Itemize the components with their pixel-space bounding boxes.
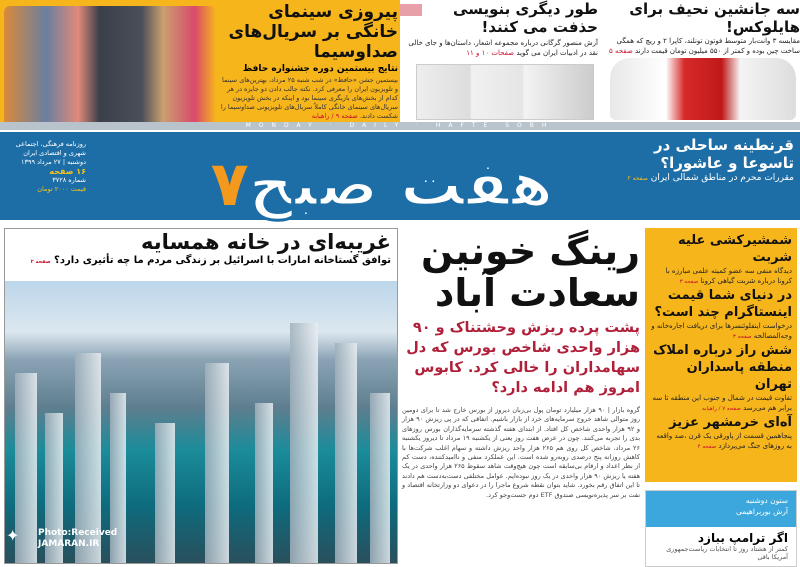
tower (205, 363, 229, 563)
logo-text: هفت صبح (248, 147, 554, 220)
cinema-teaser[interactable] (0, 0, 400, 122)
side-item[interactable] (650, 287, 792, 342)
jamaran-logo-icon: ✦ (6, 526, 20, 545)
uae-story[interactable] (4, 228, 398, 564)
dubai-skyline-photo (5, 281, 397, 563)
column-label: ستون دوشنبه (745, 496, 788, 505)
cinema-body-wrap (218, 76, 398, 121)
side-item-title: آه‌ای خرمشهر عزیز (669, 415, 792, 430)
info-line: شهری و اقتصادی ایران (23, 149, 86, 157)
cars-teaser[interactable] (600, 0, 800, 122)
newspaper-logo (180, 136, 580, 231)
lead-story[interactable] (402, 230, 640, 500)
column-title: اگر ترامپ ببازد (697, 531, 788, 545)
quarantine-title: قرنطینه ساحلی در تاسوعا و عاشورا؟ (653, 136, 794, 172)
column-author: آرش بوربراهیمی (736, 507, 788, 516)
side-item-page: صفحه ۷ / راهیابه (701, 406, 741, 412)
uae-page: صفحه ۲ (30, 259, 51, 265)
credit-site: JAMARAN.IR (38, 539, 100, 549)
quarantine-teaser[interactable] (624, 136, 794, 185)
cinema-page: صفحه ۹ / راهیابه (311, 112, 358, 120)
pickup-trucks-photo (610, 58, 796, 120)
ribbon-tab (400, 4, 422, 16)
side-column (645, 228, 797, 482)
uae-subtitle: توافق گستاخانه امارات با اسرائیل بر زندگی مردم ما چه تأثیری دارد؟ (54, 255, 391, 266)
side-item-desc: درخواست اینفلوئنسرها برای دریافت اجاره‌خانه و وجه‌المصالحه (651, 322, 792, 340)
tower (290, 323, 318, 563)
uae-sub-wrap (5, 255, 397, 266)
issue-date: دوشنبه | ۲۷ مرداد ۱۳۹۹ (21, 158, 86, 166)
side-item-desc: دیدگاه منفی سه عضو کمیته علمی مبارزه با کرونا درباره شربت گیاهی کرونا (665, 267, 792, 285)
page-count: ۱۶ صفحه (49, 167, 86, 176)
side-item[interactable] (650, 232, 792, 287)
novel-title: طور دیگری بنویسی حذفت می کنند! (453, 0, 598, 36)
price: قیمت ۲۰۰۰ تومان (37, 185, 86, 193)
lead-body: گروه بازار | ۹۰ هزار میلیارد تومان پول بی‌زبان دیروز از بورس خارج شد تا برای دومین روز متوالی شاهد خروج سرمایه‌های خرد از بازار باشیم. اتفاقی که در پی ریزش ۹۰ هزار و ۹۲ هزار واحدی شاخص کل افتاد. از ابتدای هفته گذشته سرمایه‌گذاران بورس روزهای بدی را تجربه می‌کنند. چون در عرض هفت روز یعنی از یکشنبه ۱۹ مرداد تا دیروز یکشنبه ۲۶ مرداد، شاخص کل روی هم ۲۶۵ هزار واحد ریزش داشته و سهام اغلب شرکت‌ها با کاهش روزانه پنج درصدی روبه‌رو شده است. این عملکرد منفی و ناامیدکننده، دست کم از نظر اعداد و ارقام بی‌سابقه است چون هیچ‌وقت شاهد سقوط ۲۶۵ هزار واحدی در یک هفته یا ریزش ۹۰ هزار واحدی در یک روز نبوده‌ایم. عوامل مختلفی دست‌به‌دست هم دادند تا این اتفاق رقم بخورد. شاید بتوان نقطه شروع ماجرا را در دعوای دو وزارتخانه اقتصاد و نفت بر سر پذیره‌نویسی صندوق ETF دوم جست‌وجو کرد. (402, 406, 641, 499)
quarantine-sub-wrap (624, 172, 794, 185)
tower (370, 393, 390, 563)
side-item[interactable] (650, 414, 792, 452)
novel-body-wrap (402, 38, 598, 58)
side-item-desc-wrap (650, 431, 792, 452)
side-item-title: شمشیرکشی علیه شربت (678, 233, 792, 265)
column-header (646, 491, 796, 527)
novel-teaser[interactable] (402, 0, 598, 122)
side-item[interactable] (650, 342, 792, 414)
tower (155, 423, 175, 563)
cars-body-wrap (600, 36, 800, 56)
novel-body: آرش منصور گرگانی درباره مجموعه اشعار، داستان‌ها و جای خالی نقد در ادبیات ایران می گوید (408, 39, 598, 57)
quarantine-page: صفحه ۲ (627, 175, 648, 182)
uae-title: غریبه‌ای در خانه همسایه (140, 230, 391, 254)
side-item-desc: تفاوت قیمت در شمال و جنوب این منطقه تا سه برابر هم می‌رسد (652, 394, 792, 412)
cars-page: صفحه ۵ (609, 47, 633, 55)
cinema-text (218, 2, 398, 121)
side-item-page: صفحه ۴ (697, 444, 717, 450)
side-item-title: شش راز درباره املاک منطقه پاسداران تهران (653, 343, 792, 392)
days-strip: MONDAY · DAILY · HAFTE SOBH (0, 122, 800, 130)
lead-title: رینگ خونین سعادت آباد (421, 229, 640, 315)
cast-photo (4, 6, 216, 122)
cars-body: مقایسه ۳ وانت‌بار متوسط فوتون تونلند، کاپرا ۲ و ریچ که همگی ساخت چین بوده و کمتر از ۵۵۰ میلیون تومان قیمت دارند (616, 37, 800, 55)
side-item-desc-wrap (650, 321, 792, 342)
column-desc: کمتر از هشتاد روز تا انتخابات ریاست‌جمهوری آمریکا باقی (666, 545, 788, 561)
issue-number: شماره ۳۷۲۸ (52, 176, 86, 184)
cinema-body: بیستمین جشن «حافظ» در شب شنبه ۲۵ مرداد، بهترین‌های سینما و تلویزیون ایران را معرفی کرد. نکته جالب دادن دو جایزه در هر کدام از بخش‌های بازیگری سینما بود و اینکه در بخش تلویزیون سریال‌های سینمای خانگی کاملاً سریال‌های تلویزیونی صداوسیما را شکست دادند. (220, 76, 398, 120)
side-item-page: صفحه ۳ (732, 334, 752, 340)
top-teasers (0, 0, 800, 122)
info-line: روزنامه فرهنگی، اجتماعی (15, 140, 86, 148)
novel-page: صفحات ۱۰ و ۱۱ (466, 49, 515, 57)
side-item-desc: پنجاهمین قسمت از پاورقی یک قرن ،صد واقعه به روزهای جنگ می‌پردازد (656, 432, 792, 450)
lead-subtitle: پشت پرده ریزش وحشتناک و ۹۰ هزار واحدی شاخص بورس که دل سهامداران را خالی کرد. کابوس امروز هم ادامه دارد؟ (406, 320, 640, 396)
side-item-page: صفحه ۳ (679, 279, 699, 285)
monday-column[interactable] (645, 490, 797, 567)
side-item-title: در دنیای شما قیمت اینستاگرام چند است؟ (654, 288, 792, 320)
quarantine-subtitle: مقررات محرم در مناطق شمالی ایران (650, 173, 794, 183)
logo-seven: ۷ (210, 147, 249, 220)
cinema-title: پیروزی سینمای خانگی بر سریال‌های صداوسیما (228, 2, 398, 62)
issue-info (6, 140, 86, 194)
side-item-desc-wrap (650, 393, 792, 414)
cinema-subtitle: نتایج بیستمین دوره جشنواره حافظ (242, 64, 398, 74)
tower (255, 403, 273, 563)
side-item-desc-wrap (650, 266, 792, 287)
cars-title: سه جانشین نحیف برای هایلوکس! (629, 0, 800, 36)
credit-line: Photo:Received (38, 528, 118, 538)
newspaper-thumbnail (416, 64, 594, 120)
photo-credit-watermark (4, 528, 117, 550)
tower (335, 343, 357, 563)
